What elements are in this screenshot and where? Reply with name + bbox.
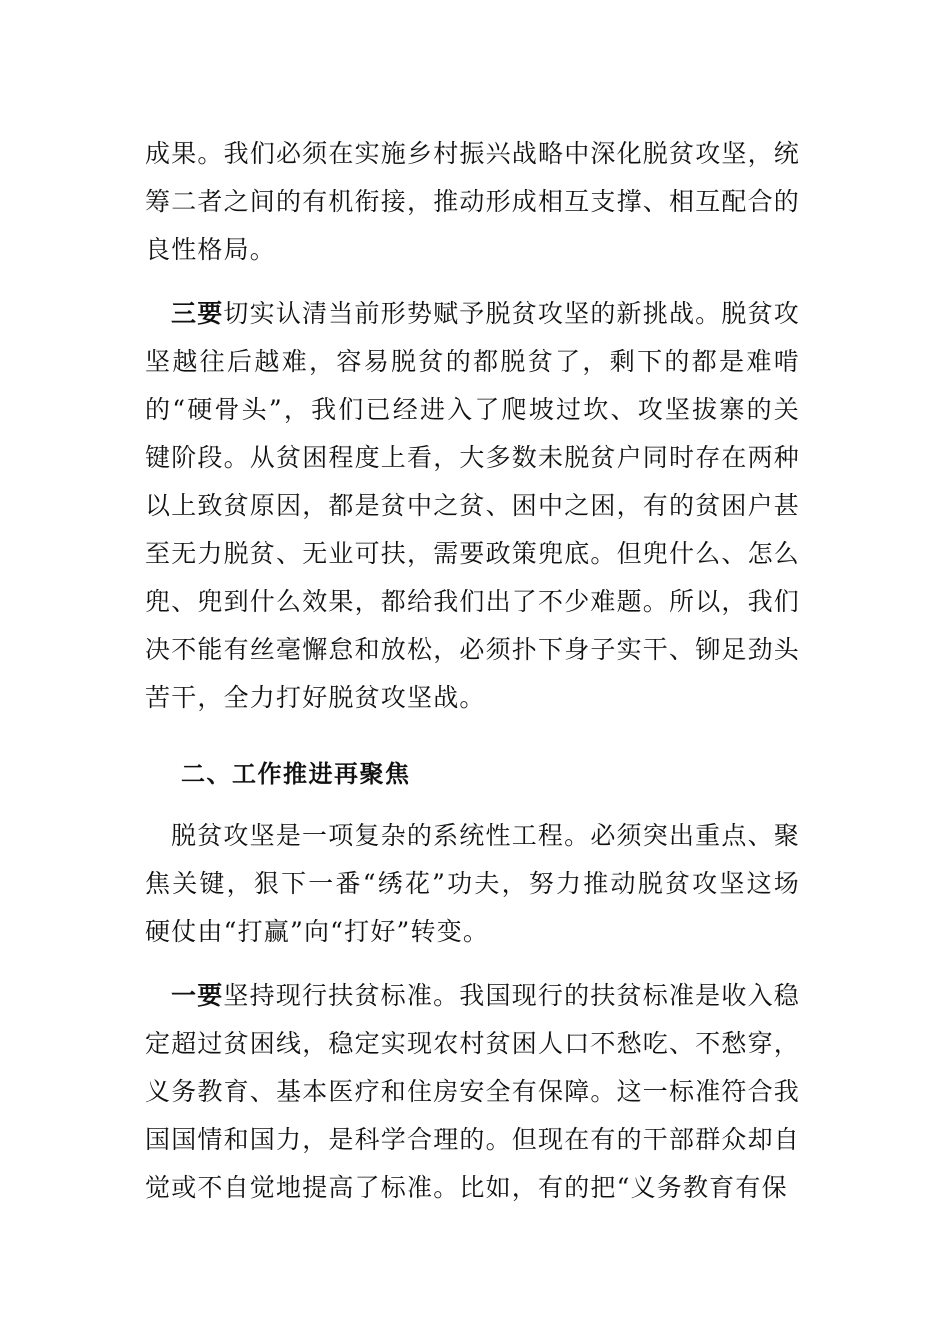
- paragraph-section-intro: [145, 812, 800, 956]
- paragraph-point-one: [145, 972, 800, 1212]
- paragraph-text: 坚持现行扶贫标准。我国现行的扶贫标准是收入稳定超过贫困线，稳定实现农村贫困人口不愁吃、不愁穿，义务教育、基本医疗和住房安全有保障。这一标准符合我国国情和国力，是科学合理的。但现在有的干部群众却自觉或不自觉地提高了标准。比如，有的把“义务教育有保: [145, 981, 801, 1202]
- paragraph-text: 脱贫攻坚是一项复杂的系统性工程。必须突出重点、聚焦关键，狠下一番“绣花”功夫，努力推动脱贫攻坚这场硬仗由“打赢”向“打好”转变。: [145, 821, 800, 946]
- paragraph-text: 成果。我们必须在实施乡村振兴战略中深化脱贫攻坚，统筹二者之间的有机衔接，推动形成相互支撑、相互配合的良性格局。: [145, 139, 801, 264]
- paragraph-point-three: [145, 290, 800, 722]
- paragraph-text: 切实认清当前形势赋予脱贫攻坚的新挑战。脱贫攻坚越往后越难，容易脱贫的都脱贫了，剩下的都是难啃的“硬骨头”，我们已经进入了爬坡过坎、攻坚拔寨的关键阶段。从贫困程度上看，大多数未脱贫户同时存在两种以上致贫原因，都是贫中之贫、困中之困，有的贫困户甚至无力脱贫、无业可扶，需要政策兜底。但兜什么、怎么兜、兜到什么效果，都给我们出了不少难题。所以，我们决不能有丝毫懈怠和放松，必须扑下身子实干、铆足劲头苦干，全力打好脱贫攻坚战。: [145, 299, 801, 712]
- paragraph-lead: 一要: [171, 981, 224, 1010]
- paragraph-continuation: [145, 130, 800, 274]
- section-heading: 二、工作推进再聚焦: [181, 760, 411, 788]
- paragraph-lead: 三要: [171, 299, 224, 328]
